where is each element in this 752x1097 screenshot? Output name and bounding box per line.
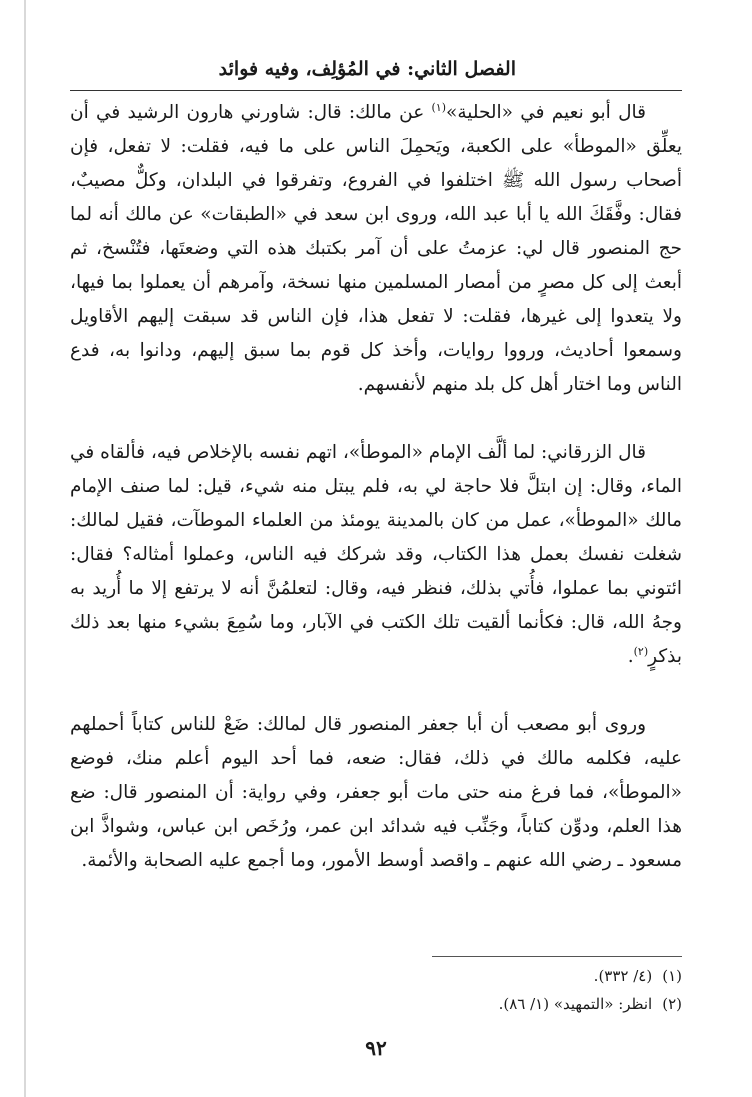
header-rule — [70, 90, 682, 91]
body-text — [70, 96, 682, 878]
chapter-header: الفصل الثاني: في المُؤلِف، وفيه فوائد — [218, 58, 516, 80]
footnote-text: انظر: «التمهيد» (١/ ٨٦). — [498, 995, 653, 1013]
paragraph-text: . — [627, 646, 634, 667]
paragraph-text: قال أبو نعيم في «الحلية» — [446, 102, 646, 123]
footnote-rule — [432, 956, 682, 957]
paragraph-text: عن مالك: قال: شاورني هارون الرشيد في أن يعلِّق «الموطأ» على الكعبة، ويَحمِلَ الناس على ما فيه، فقلت: لا تفعل، فإن أصحاب رسول الله ﷺ اختلفوا في الفروع، وتفرقوا في البلدان، وكلٌّ مصيبٌ، فقال: وفَّقَكَ الله يا أبا عبد الله، وروى ابن سعد في «الطبقات» عن مالك أنه لما حج المنصور قال لي: عزمتُ على أن آمر بكتبك هذه التي وضعتَها، فتُنْسخ، ثم أبعث إلى كل مصرٍ من أمصار المسلمين منها نسخة، وآمرهم أن يعملوا بما فيها، ولا يتعدوا إلى غيرها، فقلت: لا تفعل هذا، فإن الناس قد سبقت إليهم الأقاويل وسمعوا أحاديث، ورووا روايات، وأخذ كل قوم بما سبق إليهم، ودانوا به، فدع الناس وما اختار أهل كل بلد منهم لأنفسهم. — [70, 102, 682, 395]
footnote-number: (١) — [662, 967, 682, 985]
scan-edge-line — [24, 0, 26, 1097]
paragraph — [70, 708, 682, 878]
paragraph-text: وروى أبو مصعب أن أبا جعفر المنصور قال لمالك: ضَعْ للناس كتاباً أحملهم عليه، فكلمه مالك في ذلك، فقال: ضعه، فما أحد اليوم أعلم منك، فوضع «الموطأ»، فما فرغ منه حتى مات أبو جعفر، وفي رواية: أن المنصور قال: ضع هذا العلم، ودوِّن كتاباً، وجَنِّب فيه شدائد ابن عمر، ورُخَص ابن عباس، وشواذَّ ابن مسعود ـ رضي الله عنهم ـ واقصد أوسط الأمور، وما أجمع عليه الصحابة والأئمة. — [70, 714, 682, 871]
footnote — [70, 962, 682, 990]
paragraph — [70, 436, 682, 674]
footnote — [70, 990, 682, 1018]
footnotes — [70, 962, 682, 1018]
paragraph-text: قال الزرقاني: لما ألَّف الإمام «الموطأ»، اتهم نفسه بالإخلاص فيه، فألقاه في الماء، وقال: إن ابتلَّ فلا حاجة لي به، فلم يبتل منه شيء، قيل: لما صنف الإمام مالك «الموطأ»، عمل من كان بالمدينة يومئذ من العلماء الموطآت، فقيل لمالك: شغلت نفسك بعمل هذا الكتاب، وقد شركك فيه الناس، وعملوا أمثاله؟ فقال: ائتوني بما عملوا، فأُتي بذلك، فنظر فيه، وقال: لتعلمُنَّ أنه لا يرتفع إلا ما أُريد به وجهُ الله، قال: فكأنما ألقيت تلك الكتب في الآبار، وما سُمِعَ بشيء منها بعد ذلك بذكرٍ — [69, 442, 682, 667]
footnote-text: (٤/ ٣٣٢). — [593, 967, 653, 985]
footnote-ref: (٢) — [633, 644, 649, 658]
footnote-number: (٢) — [662, 995, 682, 1013]
footnote-ref: (١) — [431, 100, 446, 114]
page-number: ٩٢ — [365, 1036, 387, 1060]
paragraph — [70, 96, 682, 402]
